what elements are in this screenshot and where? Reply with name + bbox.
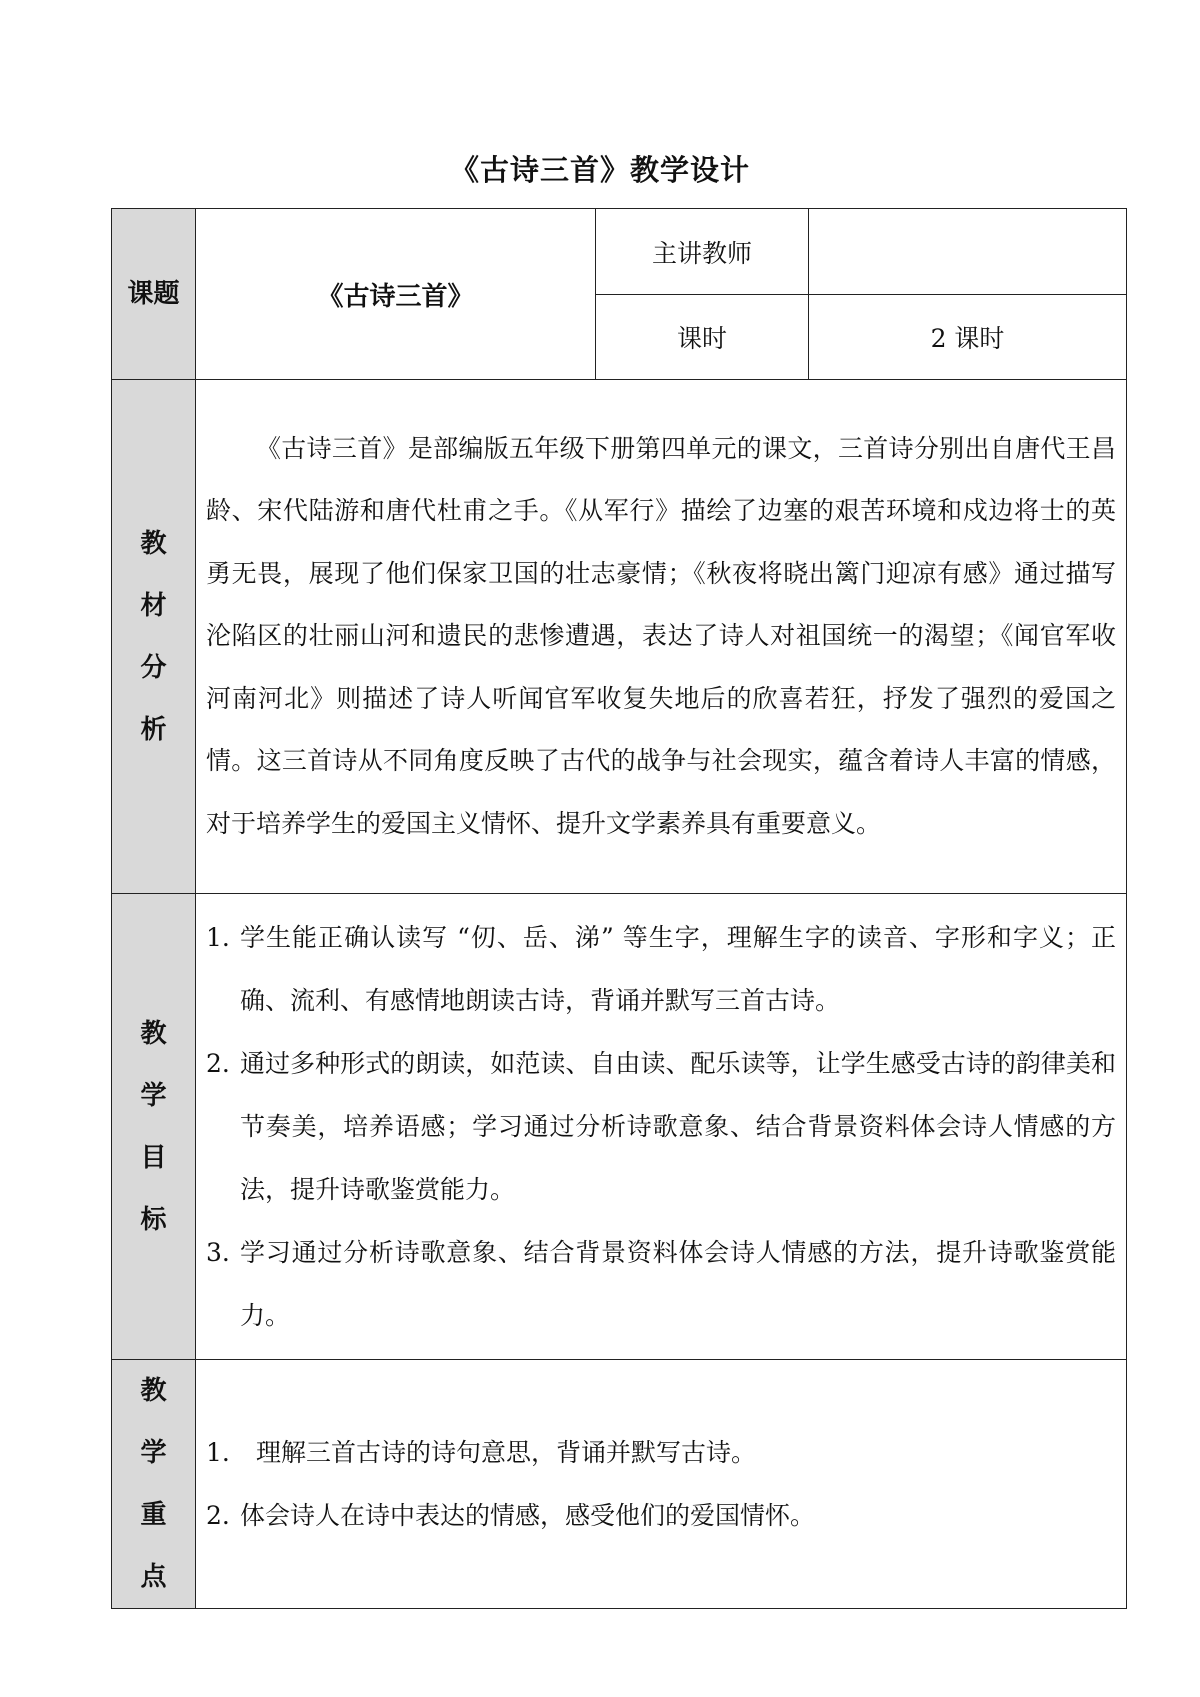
lesson-plan-table xyxy=(111,208,1127,1609)
list-item xyxy=(206,1421,1116,1484)
objectives-list xyxy=(196,894,1126,1359)
key-points-list xyxy=(196,1409,1126,1559)
topic-value-cell xyxy=(196,209,596,380)
teacher-value-cell xyxy=(809,209,1127,295)
list-item xyxy=(206,1484,1116,1547)
header-row-teacher xyxy=(112,209,1127,295)
key-points-label-line2: 重点 xyxy=(140,1500,179,1592)
analysis-label-line2: 分析 xyxy=(140,652,179,745)
hours-value-cell xyxy=(809,295,1127,380)
teacher-label-cell xyxy=(596,209,809,295)
objectives-row xyxy=(112,894,1127,1360)
analysis-text: 《古诗三首》是部编版五年级下册第四单元的课文，三首诗分别出自唐代王昌龄、宋代陆游和唐代杜甫之手。《从军行》描绘了边塞的艰苦环境和戍边将士的英勇无畏，展现了他们保家卫国的壮志豪情；《秋夜将晓出篱门迎凉有感》通过描写沦陷区的壮丽山河和遗民的悲惨遭遇，表达了诗人对祖国统一的渴望；《闻官军收河南河北》则描述了诗人听闻官军收复失地后的欣喜若狂，抒发了强烈的爱国之情。这三首诗从不同角度反映了古代的战争与社会现实，蕴含着诗人丰富的情感，对于培养学生的爱国主义情怀、提升文学素养具有重要意义。 xyxy=(206,433,1116,838)
objectives-content-cell xyxy=(196,894,1127,1360)
teacher-label: 主讲教师 xyxy=(651,238,752,268)
objectives-label-line2: 目标 xyxy=(140,1142,179,1235)
list-number: 3. xyxy=(206,1238,230,1267)
topic-label: 课题 xyxy=(127,279,180,309)
analysis-label-line1: 教材 xyxy=(140,528,179,621)
list-text: 学生能正确认读写 “仞、岳、涕” 等生字，理解生字的读音、字形和字义；正确、流利、有感情地朗读古诗，背诵并默写三首古诗。 xyxy=(240,923,1116,1015)
key-points-label-line1: 教学 xyxy=(140,1376,179,1468)
list-item xyxy=(206,1221,1116,1347)
key-points-content-cell xyxy=(196,1360,1127,1609)
analysis-label-cell xyxy=(112,380,196,894)
hours-label: 课时 xyxy=(676,324,727,353)
topic-label-cell xyxy=(112,209,196,380)
analysis-row xyxy=(112,380,1127,894)
list-item xyxy=(206,1032,1116,1221)
list-number: 2. xyxy=(206,1501,230,1530)
objectives-label-cell xyxy=(112,894,196,1360)
list-text: 理解三首古诗的诗句意思，背诵并默写古诗。 xyxy=(256,1438,757,1467)
list-number: 2. xyxy=(206,1049,230,1078)
topic-value: 《古诗三首》 xyxy=(317,281,474,312)
document-title: 《古诗三首》教学设计 xyxy=(449,153,750,187)
list-number: 1. xyxy=(206,923,230,952)
hours-label-cell xyxy=(596,295,809,380)
analysis-content-cell xyxy=(196,380,1127,894)
list-number: 1. xyxy=(206,1438,230,1467)
list-text: 通过多种形式的朗读，如范读、自由读、配乐读等，让学生感受古诗的韵律美和节奏美，培养语感；学习通过分析诗歌意象、结合背景资料体会诗人情感的方法，提升诗歌鉴赏能力。 xyxy=(240,1049,1116,1204)
list-item xyxy=(206,906,1116,1032)
list-text: 学习通过分析诗歌意象、结合背景资料体会诗人情感的方法，提升诗歌鉴赏能力。 xyxy=(240,1238,1116,1330)
list-text: 体会诗人在诗中表达的情感，感受他们的爱国情怀。 xyxy=(240,1501,816,1530)
key-points-row xyxy=(112,1360,1127,1609)
objectives-label-line1: 教学 xyxy=(140,1018,179,1111)
hours-value: 2 课时 xyxy=(930,324,1005,353)
key-points-label-cell xyxy=(112,1360,196,1609)
